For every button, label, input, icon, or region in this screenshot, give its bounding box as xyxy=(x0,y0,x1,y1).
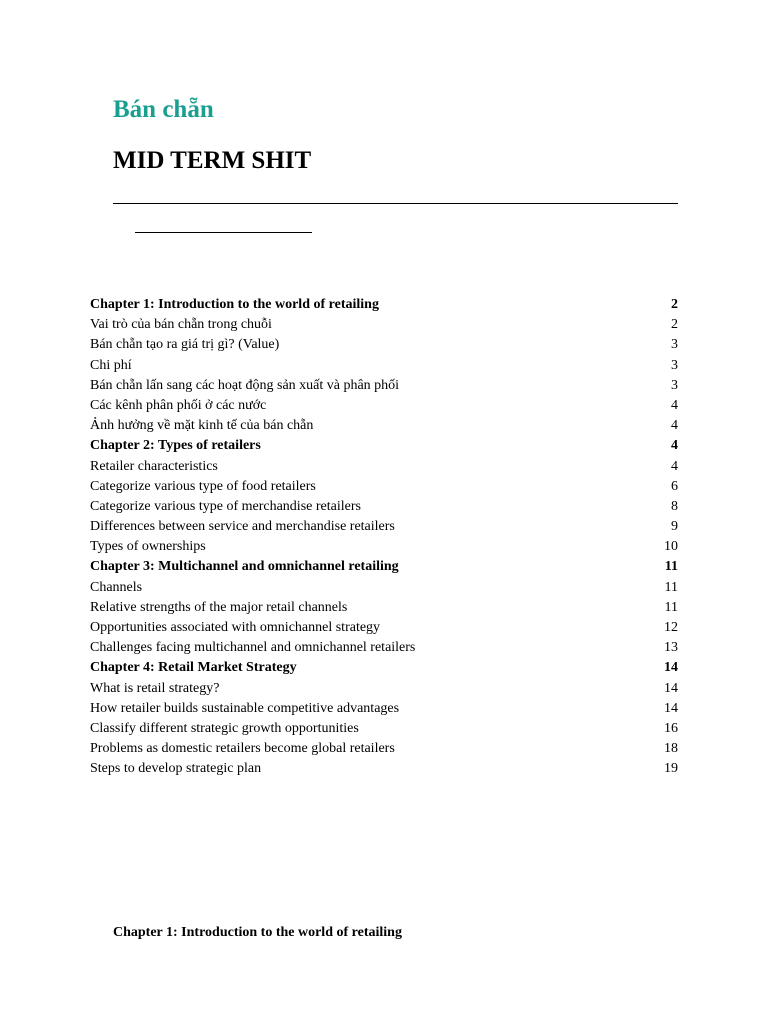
toc-page-number: 4 xyxy=(671,418,678,434)
toc-page-number: 12 xyxy=(664,620,678,635)
toc-entry-text: Categorize various type of merchandise retailers xyxy=(90,498,361,514)
toc-page-number: 3 xyxy=(671,377,678,393)
document-heading: MID TERM SHIT xyxy=(113,147,312,174)
toc-entry-text: Chapter 2: Types of retailers xyxy=(90,438,261,454)
toc-entry[interactable] xyxy=(90,537,678,557)
toc-page-number: 4 xyxy=(671,458,678,474)
toc-chapter-entry[interactable] xyxy=(90,557,678,577)
toc-page-number: 18 xyxy=(664,741,678,757)
toc-entry-text: Challenges facing multichannel and omnichannel retailers xyxy=(90,640,416,656)
toc-chapter-entry[interactable] xyxy=(90,295,678,315)
toc-page-number: 10 xyxy=(664,539,678,555)
toc-entry[interactable] xyxy=(90,315,678,335)
underline-rule-long xyxy=(113,203,678,204)
toc-entry[interactable] xyxy=(90,719,678,739)
toc-entry[interactable] xyxy=(90,356,678,376)
toc-entry[interactable] xyxy=(90,497,678,517)
toc-page-number: 6 xyxy=(671,478,678,494)
toc-page-number: 2 xyxy=(671,297,678,312)
toc-entry[interactable] xyxy=(90,517,678,537)
toc-entry-text: Bán chẵn tạo ra giá trị gì? (Value) xyxy=(90,337,280,353)
underline-rule-short xyxy=(135,232,312,233)
toc-entry-text: Relative strengths of the major retail channels xyxy=(90,599,348,615)
toc-chapter-entry[interactable] xyxy=(90,658,678,678)
toc-page-number: 9 xyxy=(671,519,678,535)
toc-entry[interactable] xyxy=(90,477,678,497)
toc-entry-text: Ảnh hưởng về mặt kinh tế của bán chẵn xyxy=(90,418,314,434)
toc-page-number: 14 xyxy=(664,680,678,696)
toc-page-number: 19 xyxy=(664,761,678,777)
toc-page-number: 11 xyxy=(664,599,678,615)
toc-entry[interactable] xyxy=(90,335,678,355)
toc-entry-text: Chapter 3: Multichannel and omnichannel retailing xyxy=(90,559,399,575)
toc-entry-text: Chapter 4: Retail Market Strategy xyxy=(90,660,297,676)
document-title: Bán chẵn xyxy=(113,96,214,123)
toc-page-number: 4 xyxy=(671,438,678,454)
toc-entry-text: Vai trò của bán chẵn trong chuỗi xyxy=(90,317,272,333)
toc-page-number: 14 xyxy=(664,660,678,676)
toc-entry-text: Chi phí xyxy=(90,357,132,373)
toc-page-number: 16 xyxy=(664,720,678,736)
toc-entry-text: How retailer builds sustainable competitive advantages xyxy=(90,700,400,716)
toc-page-number: 4 xyxy=(671,397,678,413)
toc-page-number: 2 xyxy=(671,317,678,333)
section-heading: Chapter 1: Introduction to the world of retailing xyxy=(113,925,402,940)
toc-entry-text: Chapter 1: Introduction to the world of retailing xyxy=(90,297,379,312)
toc-entry-text: Opportunities associated with omnichannel strategy xyxy=(90,620,381,635)
toc-page-number: 3 xyxy=(671,357,678,373)
toc-entry-text: Problems as domestic retailers become global retailers xyxy=(90,741,395,757)
toc-entry-text: Classify different strategic growth opportunities xyxy=(90,720,359,736)
toc-entry-text: Các kênh phân phối ở các nước xyxy=(90,397,267,413)
toc-entry[interactable] xyxy=(90,376,678,396)
toc-entry-text: What is retail strategy? xyxy=(90,680,220,696)
toc-entry[interactable] xyxy=(90,759,678,779)
toc-page-number: 11 xyxy=(664,559,678,575)
toc-page-number: 14 xyxy=(664,700,678,716)
toc-entry-text: Types of ownerships xyxy=(90,539,206,555)
toc-page-number: 8 xyxy=(671,498,678,514)
toc-page-number: 11 xyxy=(664,579,678,595)
toc-entry[interactable] xyxy=(90,699,678,719)
toc-page-number: 3 xyxy=(671,337,678,353)
toc-entry[interactable] xyxy=(90,679,678,699)
toc-entry-text: Retailer characteristics xyxy=(90,458,218,474)
toc-entry[interactable] xyxy=(90,739,678,759)
toc-chapter-entry[interactable] xyxy=(90,436,678,456)
toc-entry[interactable] xyxy=(90,416,678,436)
table-of-contents xyxy=(90,295,678,780)
toc-entry[interactable] xyxy=(90,457,678,477)
toc-entry[interactable] xyxy=(90,578,678,598)
toc-entry-text: Categorize various type of food retailers xyxy=(90,478,316,494)
toc-page-number: 13 xyxy=(664,640,678,656)
toc-entry-text: Steps to develop strategic plan xyxy=(90,761,262,777)
toc-entry[interactable] xyxy=(90,396,678,416)
toc-entry-text: Channels xyxy=(90,579,143,595)
toc-entry-text: Differences between service and merchandise retailers xyxy=(90,519,395,535)
toc-entry[interactable] xyxy=(90,618,678,638)
toc-entry[interactable] xyxy=(90,638,678,658)
toc-entry[interactable] xyxy=(90,598,678,618)
toc-entry-text: Bán chẵn lấn sang các hoạt động sản xuất và phân phối xyxy=(90,377,400,393)
